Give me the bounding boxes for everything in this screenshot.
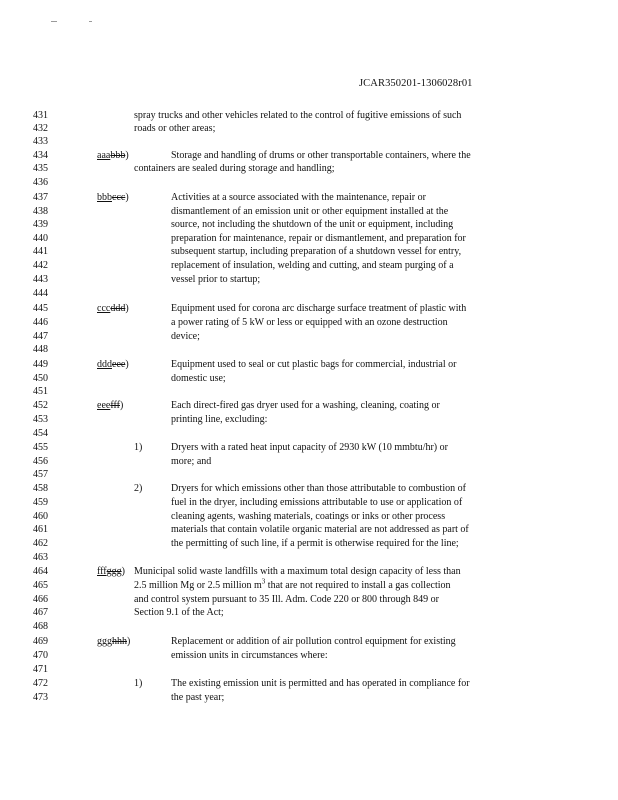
line-text: more; and (171, 456, 212, 467)
subsection-label (97, 149, 129, 162)
line-text-post: that are not required to install a gas collection (265, 580, 451, 591)
label-deleted: fff (110, 400, 120, 411)
text-line (0, 579, 618, 592)
line-number: 473 (33, 692, 48, 703)
label-deleted: eee (112, 359, 126, 370)
line-text: dismantlement of an emission unit or other equipment installed at the (171, 206, 449, 217)
line-number: 464 (33, 566, 48, 577)
superscript-cubed: 3 (261, 577, 266, 586)
text-line (0, 330, 618, 343)
subsection-label (97, 635, 130, 648)
text-line (0, 441, 618, 454)
line-text: Section 9.1 of the Act; (134, 607, 224, 618)
line-number: 472 (33, 678, 48, 689)
line-number: 443 (33, 274, 48, 285)
line-text: roads or other areas; (134, 123, 216, 134)
label-inserted: fff (97, 566, 107, 577)
text-line (0, 399, 618, 412)
line-number: 467 (33, 607, 48, 618)
line-text: Municipal solid waste landfills with a maximum total design capacity of less than (134, 566, 461, 577)
text-line (0, 302, 618, 315)
label-deleted: ddd (110, 303, 126, 314)
line-number: 471 (33, 664, 48, 675)
line-number: 455 (33, 442, 48, 453)
line-number: 434 (33, 150, 48, 161)
line-number: 448 (33, 344, 48, 355)
line-text: fuel in the dryer, including emissions attributable to use or application of (171, 497, 463, 508)
text-line (0, 620, 618, 633)
line-text: the permitting of such line, if a permit is otherwise required for the line; (171, 538, 459, 549)
text-line (0, 510, 618, 523)
line-number: 445 (33, 303, 48, 314)
line-text: containers are sealed during storage and handling; (134, 163, 335, 174)
text-line (0, 427, 618, 440)
scan-speck-2 (89, 21, 92, 22)
text-line (0, 496, 618, 509)
line-number: 438 (33, 206, 48, 217)
line-text: materials that contain volatile organic material are not addressed as part of (171, 524, 469, 535)
text-line (0, 316, 618, 329)
label-inserted: ggg (97, 636, 112, 647)
item-label: 1) (134, 442, 143, 453)
line-number: 456 (33, 456, 48, 467)
text-line (0, 191, 618, 204)
line-number: 468 (33, 621, 48, 632)
line-text: a power rating of 5 kW or less or equipped with an ozone destruction (171, 317, 448, 328)
text-line (0, 635, 618, 648)
text-line (0, 663, 618, 676)
line-text: device; (171, 331, 200, 342)
line-number: 463 (33, 552, 48, 563)
line-text (134, 579, 451, 592)
line-text: Activities at a source associated with the maintenance, repair or (171, 192, 426, 203)
line-number: 452 (33, 400, 48, 411)
label-deleted: ggg (106, 566, 122, 577)
text-line (0, 593, 618, 606)
line-number: 442 (33, 260, 48, 271)
text-line (0, 218, 618, 231)
label-deleted: ccc (112, 192, 126, 203)
line-text: source, not including the shutdown of the unit or equipment, including (171, 219, 454, 230)
line-text-pre: 2.5 million Mg or 2.5 million m (134, 580, 262, 591)
text-line (0, 162, 618, 175)
line-number: 440 (33, 233, 48, 244)
label-paren: ) (121, 566, 125, 577)
label-paren: ) (125, 150, 129, 161)
label-inserted: bbb (97, 192, 112, 203)
line-text: Each direct-fired gas dryer used for a washing, cleaning, coating or (171, 400, 440, 411)
text-line (0, 677, 618, 690)
line-text: printing line, excluding: (171, 414, 268, 425)
text-line (0, 691, 618, 704)
line-number: 460 (33, 511, 48, 522)
line-number: 466 (33, 594, 48, 605)
line-number: 447 (33, 331, 48, 342)
line-number: 446 (33, 317, 48, 328)
text-line (0, 606, 618, 619)
text-line (0, 372, 618, 385)
line-number: 435 (33, 163, 48, 174)
text-line (0, 468, 618, 481)
text-line (0, 455, 618, 468)
label-deleted: hhh (112, 636, 127, 647)
subsection-label (97, 191, 129, 204)
subsection-label (97, 565, 125, 578)
text-line (0, 205, 618, 218)
label-inserted: aaa (97, 150, 111, 161)
line-number: 439 (33, 219, 48, 230)
text-line (0, 649, 618, 662)
line-text: Equipment used to seal or cut plastic bags for commercial, industrial or (171, 359, 457, 370)
line-text: Dryers for which emissions other than those attributable to combustion of (171, 483, 466, 494)
line-text: Dryers with a rated heat input capacity of 2930 kW (10 mmbtu/hr) or (171, 442, 448, 453)
line-text: and control system pursuant to 35 Ill. Adm. Code 220 or 800 through 849 or (134, 594, 439, 605)
line-text: spray trucks and other vehicles related to the control of fugitive emissions of such (134, 110, 462, 121)
text-line (0, 287, 618, 300)
line-text: replacement of insulation, welding and cutting, and steam purging of a (171, 260, 454, 271)
line-number: 450 (33, 373, 48, 384)
label-paren: ) (125, 359, 129, 370)
text-line (0, 149, 618, 162)
text-line (0, 232, 618, 245)
subsection-label (97, 302, 129, 315)
text-line (0, 551, 618, 564)
text-line (0, 523, 618, 536)
line-text: preparation for maintenance, repair or dismantlement, and preparation for (171, 233, 466, 244)
line-text: Replacement or addition of air pollution control equipment for existing (171, 636, 456, 647)
document-id-header: JCAR350201-1306028r01 (359, 78, 473, 89)
label-inserted: ddd (97, 359, 112, 370)
text-line (0, 176, 618, 189)
line-number: 454 (33, 428, 48, 439)
text-line (0, 413, 618, 426)
text-line (0, 259, 618, 272)
subsection-label (97, 399, 123, 412)
line-text: The existing emission unit is permitted and has operated in compliance for (171, 678, 470, 689)
line-number: 453 (33, 414, 48, 425)
text-line (0, 122, 618, 135)
line-number: 470 (33, 650, 48, 661)
label-paren: ) (125, 303, 129, 314)
line-number: 451 (33, 386, 48, 397)
text-line (0, 273, 618, 286)
line-text: emission units in circumstances where: (171, 650, 328, 661)
line-number: 433 (33, 136, 48, 147)
item-label: 1) (134, 678, 143, 689)
line-text: vessel prior to startup; (171, 274, 261, 285)
item-label: 2) (134, 483, 143, 494)
scan-speck-1 (51, 21, 57, 22)
label-inserted: eee (97, 400, 111, 411)
line-number: 457 (33, 469, 48, 480)
line-number: 459 (33, 497, 48, 508)
text-line (0, 565, 618, 578)
text-line (0, 537, 618, 550)
line-text: cleaning agents, washing materials, coatings or inks or other process (171, 511, 446, 522)
text-line (0, 358, 618, 371)
text-line (0, 109, 618, 122)
line-number: 469 (33, 636, 48, 647)
line-number: 444 (33, 288, 48, 299)
line-text: domestic use; (171, 373, 226, 384)
line-number: 431 (33, 110, 48, 121)
line-number: 462 (33, 538, 48, 549)
text-line (0, 135, 618, 148)
label-paren: ) (119, 400, 124, 411)
label-inserted: ccc (97, 303, 111, 314)
line-number: 449 (33, 359, 48, 370)
text-line (0, 385, 618, 398)
label-deleted: bbb (110, 150, 126, 161)
line-number: 458 (33, 483, 48, 494)
line-text: subsequent startup, including preparation of a shutdown vessel for entry, (171, 246, 462, 257)
line-number: 465 (33, 580, 48, 591)
label-paren: ) (127, 636, 131, 647)
text-line (0, 245, 618, 258)
label-paren: ) (125, 192, 129, 203)
line-text: Storage and handling of drums or other transportable containers, where the (171, 150, 471, 161)
line-text: the past year; (171, 692, 225, 703)
subsection-label (97, 358, 129, 371)
line-number: 436 (33, 177, 48, 188)
line-text: Equipment used for corona arc discharge surface treatment of plastic with (171, 303, 467, 314)
line-number: 461 (33, 524, 48, 535)
text-line (0, 482, 618, 495)
text-line (0, 343, 618, 356)
line-number: 437 (33, 192, 48, 203)
line-number: 441 (33, 246, 48, 257)
line-number: 432 (33, 123, 48, 134)
